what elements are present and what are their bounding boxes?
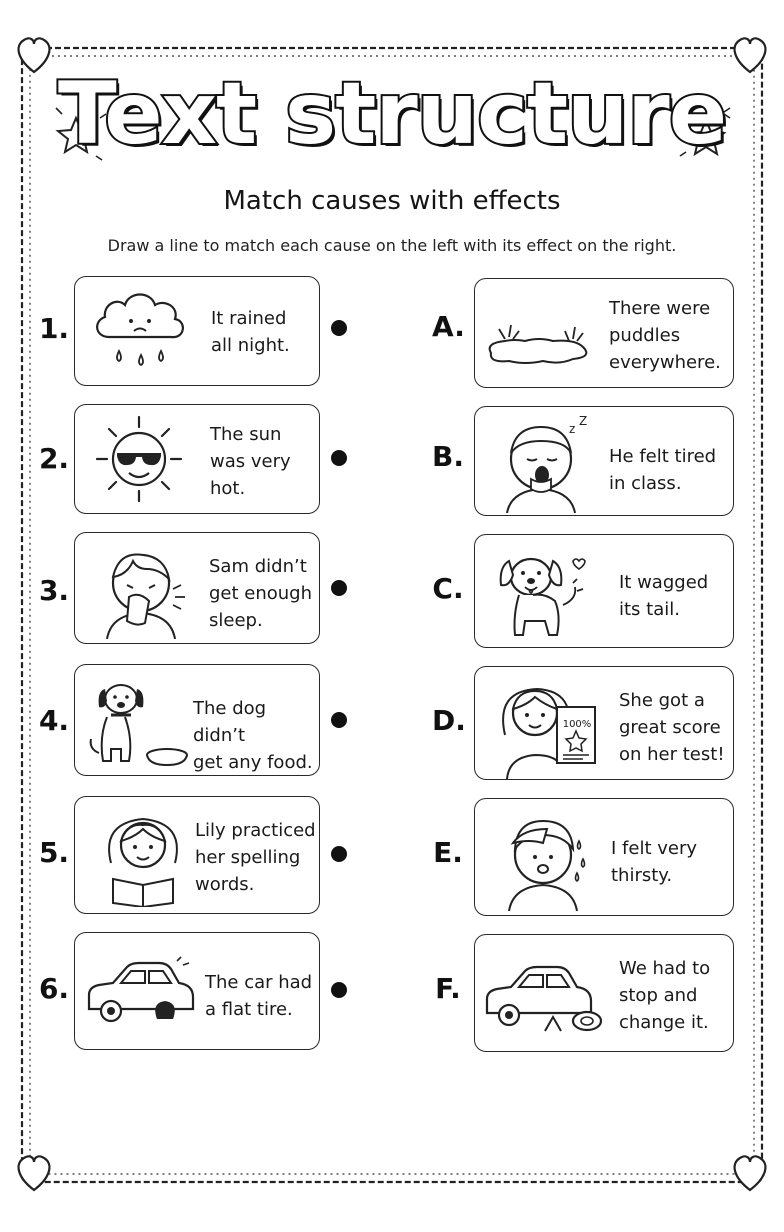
cause-card-4 [74,664,320,776]
page-subtitle: Match causes with effects [223,186,561,216]
dog-with-empty-bowl-icon [85,675,191,767]
sneezing-boy-icon [95,541,191,639]
effect-letter: D. [432,704,466,737]
page-title: Text structure [57,64,727,164]
cause-text: It rained all night. [211,308,290,356]
svg-text:z: z [569,422,576,436]
cause-number: 2. [38,442,70,475]
yawning-boy-icon [493,413,593,513]
effect-text: It wagged its tail. [619,572,709,620]
effect-card-f [474,934,734,1052]
instructions: Draw a line to match each cause on the left with its effect on the right. [107,236,677,255]
cause-card-3 [74,532,320,644]
cause-number: 3. [38,574,70,607]
effect-card-c [474,534,734,648]
cause-card-2 [74,404,320,514]
effect-text: He felt tired in class. [609,446,717,494]
puddle-icon [485,319,597,369]
effect-card-b [474,406,734,516]
car-icon [85,953,195,1033]
effect-letter: E. [433,836,463,869]
sweating-boy-icon [495,807,595,911]
cause-text: Lily practiced her spelling words. [195,820,316,895]
effect-letter: A. [432,310,465,343]
cause-dot-6[interactable] [331,982,347,998]
cause-card-5 [74,796,320,914]
cause-number: 4. [38,704,70,737]
car-with-flat-tire-icon [483,957,607,1037]
happy-dog-icon [493,543,593,643]
cause-text: The dog didn’t get any food. [193,698,313,773]
cause-dot-1[interactable] [331,320,347,336]
effect-letter: C. [432,572,464,605]
effect-text: I felt very thirsty. [611,838,698,886]
cause-number: 5. [38,836,70,869]
cause-dot-3[interactable] [331,580,347,596]
cause-card-6 [74,932,320,1050]
effect-letter: F. [435,972,461,1005]
sun-with-sunglasses-icon [93,413,185,505]
cause-dot-4[interactable] [331,712,347,728]
cause-text: Sam didn’t get enough sleep. [209,556,313,631]
test-score-badge: 100% [562,719,592,730]
effect-text: We had to stop and change it. [619,958,711,1033]
effect-text: There were puddles everywhere. [609,298,721,373]
effect-letter: B. [432,440,464,473]
effect-text: She got a great score on her test! [619,690,725,765]
cause-dot-5[interactable] [331,846,347,862]
cause-text: The car had a flat tire. [205,972,313,1020]
effect-card-d [474,666,734,780]
effect-card-e [474,798,734,916]
cause-dot-2[interactable] [331,450,347,466]
cause-number: 1. [38,312,70,345]
cause-number: 6. [38,972,70,1005]
cause-card-1 [74,276,320,386]
svg-text:Z: Z [579,414,588,428]
rain-cloud-icon [89,285,189,377]
cause-text: The sun was very hot. [210,424,291,499]
effect-card-a [474,278,734,388]
girl-reading-book-icon [95,807,191,907]
